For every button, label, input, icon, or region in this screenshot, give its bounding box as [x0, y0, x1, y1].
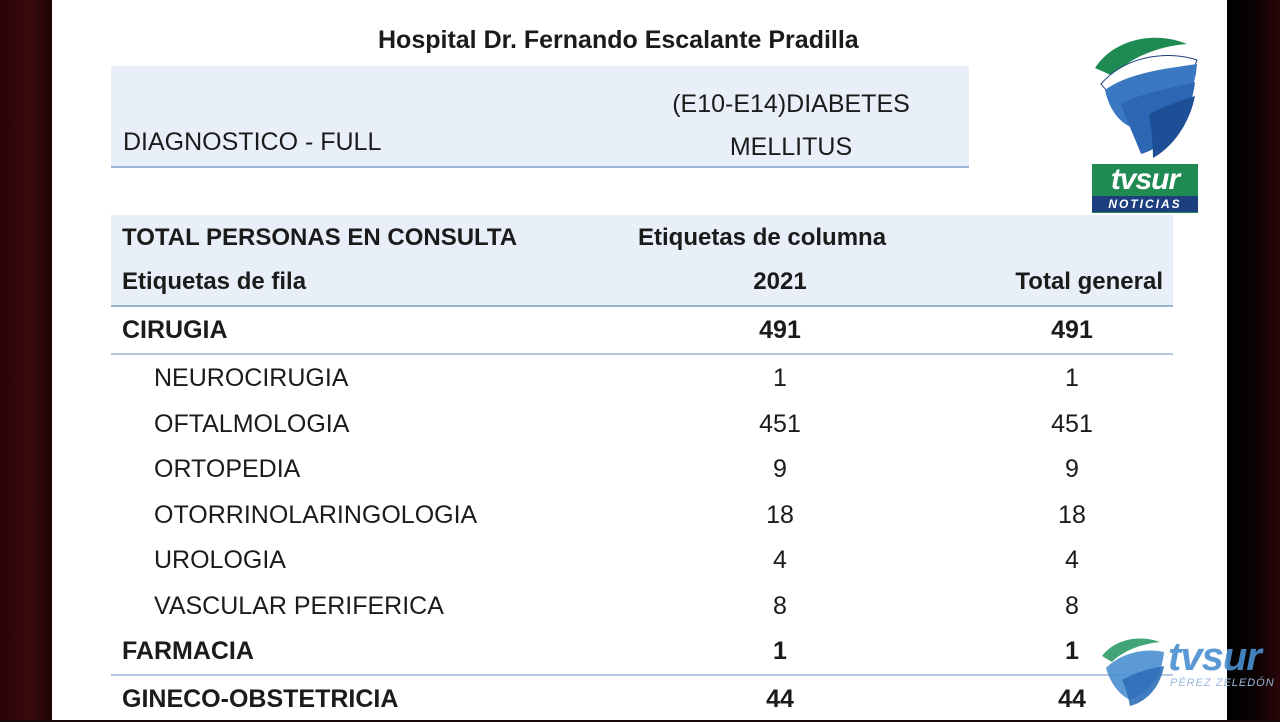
left-frame-border	[0, 0, 52, 720]
row-value-total: 451	[1051, 409, 1093, 438]
table-row	[111, 492, 1173, 538]
row-value-2021: 491	[759, 316, 801, 344]
tvsur-noticias-logo	[1091, 34, 1199, 214]
table-row-group[interactable]	[111, 628, 1173, 674]
row-name: UROLOGIA	[154, 546, 286, 574]
measure-label: TOTAL PERSONAS EN CONSULTA	[122, 224, 518, 251]
row-value-2021: 451	[759, 409, 801, 438]
row-value-2021: 1	[773, 637, 787, 665]
row-value-2021: 4	[773, 546, 787, 574]
row-value-total: 1	[1065, 637, 1079, 665]
row-name: NEUROCIRUGIA	[154, 364, 349, 392]
row-name: OTORRINOLARINGOLOGIA	[154, 500, 478, 529]
row-value-total: 8	[1065, 591, 1079, 620]
row-value-total: 9	[1065, 455, 1079, 483]
tvsur-watermark-leaf-icon	[1100, 636, 1166, 706]
row-labels-header[interactable]: Etiquetas de fila	[122, 268, 307, 295]
tvsur-badge	[1092, 164, 1198, 213]
filter-value[interactable]	[631, 83, 951, 169]
row-name: CIRUGIA	[122, 316, 228, 344]
row-value-total: 4	[1065, 546, 1079, 574]
column-labels-header[interactable]: Etiquetas de columna	[638, 224, 887, 251]
row-value-total: 491	[1051, 316, 1093, 344]
row-value-2021: 8	[773, 591, 787, 620]
report-filter	[111, 66, 969, 168]
row-value-total: 18	[1058, 500, 1086, 529]
noticias-wordmark: NOTICIAS	[1092, 196, 1198, 212]
row-value-2021: 18	[766, 500, 794, 529]
row-name: VASCULAR PERIFERICA	[154, 591, 444, 620]
row-value-total: 1	[1065, 364, 1079, 392]
tvsur-leaf-icon	[1091, 34, 1199, 162]
row-name: OFTALMOLOGIA	[154, 409, 350, 438]
hospital-title: Hospital Dr. Fernando Escalante Pradilla	[378, 26, 859, 54]
table-row	[111, 537, 1173, 583]
row-value-2021: 1	[773, 364, 787, 392]
year-column-header: 2021	[753, 268, 807, 295]
table-row	[111, 583, 1173, 629]
total-column-header: Total general	[1015, 268, 1163, 295]
perez-zeledon-wordmark: PÉREZ ZELEDÓN	[1170, 677, 1275, 689]
table-row-group[interactable]	[111, 674, 1173, 722]
pivot-table	[111, 215, 1173, 722]
tvsur-wordmark: tvsur	[1110, 163, 1180, 196]
filter-value-line1: (E10-E14)DIABETES	[672, 90, 910, 118]
row-value-2021: 44	[766, 685, 794, 713]
table-row-group[interactable]	[111, 307, 1173, 355]
row-value-total: 44	[1058, 685, 1086, 713]
right-frame-border	[1227, 0, 1280, 720]
filter-label: DIAGNOSTICO - FULL	[123, 128, 382, 156]
filter-value-line2: MELLITUS	[729, 133, 853, 161]
row-name: ORTOPEDIA	[154, 455, 301, 483]
row-name: FARMACIA	[122, 637, 254, 665]
pivot-header	[111, 215, 1173, 307]
table-row	[111, 355, 1173, 401]
row-name: GINECO-OBSTETRICIA	[122, 685, 399, 713]
tvsur-perez-zeledon-watermark	[1100, 634, 1280, 714]
table-row	[111, 446, 1173, 492]
tvsur-watermark-wordmark: tvsur	[1168, 635, 1261, 679]
table-row	[111, 401, 1173, 447]
row-value-2021: 9	[773, 455, 787, 483]
